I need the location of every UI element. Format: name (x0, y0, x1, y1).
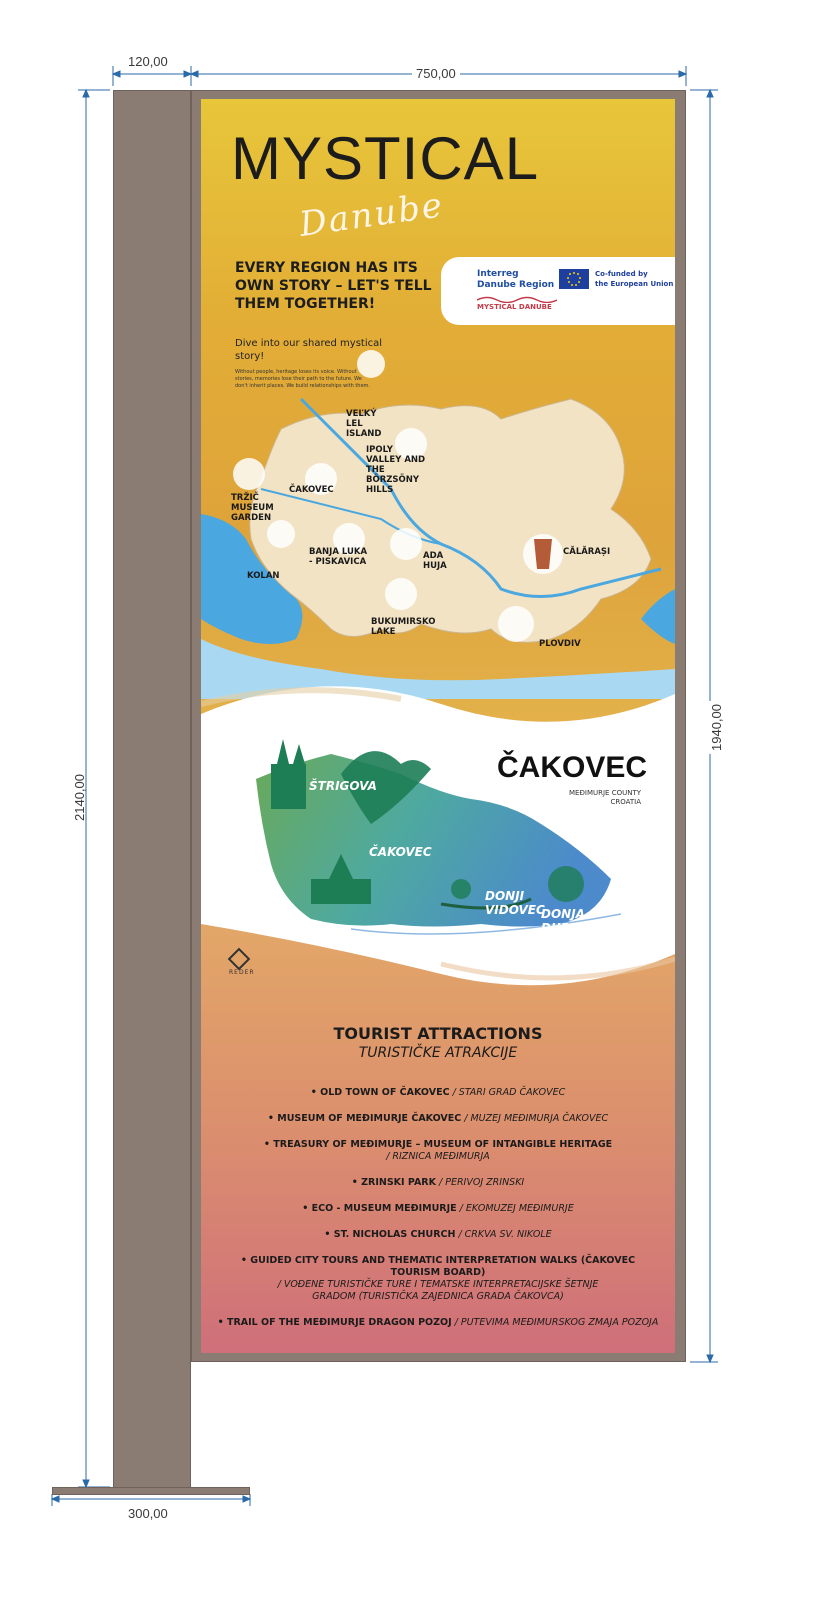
wave-icon (477, 295, 557, 303)
dim-panel-width: 750,00 (412, 66, 460, 81)
panel-dive-text: Dive into our shared mystical story! (235, 338, 383, 362)
list-item: • TREASURY OF MEĐIMURJE – MUSEUM OF INTANGIBLE HERITAGE / RIZNICA MEĐIMURJA (263, 1139, 613, 1162)
reder-label: REDER (229, 969, 255, 976)
map-illustration-amphitheatre (498, 606, 534, 642)
list-item: • OLD TOWN OF ČAKOVEC / STARI GRAD ČAKOVEC (310, 1087, 566, 1098)
map-label-ada: ADA HUJA (423, 551, 447, 571)
panel-title-script: Danube (296, 185, 447, 245)
town-donji-vidovec: DONJI VIDOVEC (485, 889, 545, 917)
panel-small-copy: Without people, heritage loses its voice. Without stories, memories lose their path to the future. We don't inherit places. We build relationships with them. (235, 369, 371, 389)
attractions-title: TOURIST ATTRACTIONS (333, 1024, 543, 1043)
eu-flag-icon (559, 269, 589, 289)
region-name: ČAKOVEC (497, 751, 648, 784)
interreg-logo: Interreg Danube Region (477, 269, 555, 290)
dim-base-width: 300,00 (128, 1506, 168, 1521)
map-label-bukumirsko: BUKUMIRSKO LAKE (371, 617, 436, 637)
list-item: • GUIDED CITY TOURS AND THEMATIC INTERPRETATION WALKS (ČAKOVEC TOURISM BOARD) / VOĐENE TURISTIČKE TURE I TEMATSKE INTERPRETACIJSKE ŠETNJE GRADOM (TURISTIČKA ZAJEDNICA GRADA ČAKOVCA) (240, 1255, 636, 1302)
map-illustration-tree (357, 350, 385, 378)
map-label-plovdiv: PLOVDIV (539, 639, 581, 649)
project-logo: MYSTICAL DANUBE (477, 303, 552, 311)
attractions-subtitle: TURISTIČKE ATRAKCIJE (358, 1045, 518, 1061)
sign-base (52, 1487, 250, 1495)
map-label-cakovec: ČAKOVEC (289, 485, 334, 495)
eu-text: Co-funded by the European Union (595, 270, 674, 288)
attractions-list (201, 1087, 675, 1343)
town-cakovec: ČAKOVEC (369, 845, 432, 859)
list-item: • ST. NICHOLAS CHURCH / CRKVA SV. NIKOLE (324, 1229, 552, 1240)
logo-box (441, 257, 675, 325)
sign-post (113, 90, 191, 1488)
map-illustration-dragon-left (233, 458, 265, 490)
dim-panel-height: 1940,00 (709, 701, 724, 754)
town-donja-dubrava: DONJA DUBRAVA (541, 907, 606, 935)
map-label-kolan: KOLAN (247, 571, 280, 581)
region-county: MEĐIMURJE COUNTY CROATIA (569, 789, 641, 806)
panel-title: MYSTICAL (231, 125, 540, 192)
panel-tagline: EVERY REGION HAS ITS OWN STORY – LET'S TELL THEM TOGETHER! (235, 260, 432, 312)
map-label-ipoly: IPOLY VALLEY AND THE BÖRZSÖNY HILLS (366, 445, 426, 495)
map-illustration-well (267, 520, 295, 548)
region-wave (201, 674, 675, 1004)
sign-panel (201, 99, 675, 1353)
map-label-velky: VEĽKÝ LEL ISLAND (346, 409, 382, 439)
list-item: • MUSEUM OF MEĐIMURJE ČAKOVEC / MUZEJ MEĐIMURJA ČAKOVEC (267, 1113, 609, 1124)
map-illustration-turtle (390, 528, 422, 560)
town-strigova: ŠTRIGOVA (309, 779, 377, 793)
dim-total-height: 2140,00 (72, 774, 87, 821)
list-item: • ECO - MUSEUM MEĐIMURJE / EKOMUZEJ MEĐIMURJE (302, 1203, 574, 1214)
list-item: • ZRINSKI PARK / PERIVOJ ZRINSKI (351, 1177, 525, 1188)
map-label-banja: BANJA LUKA - PISKAVICA (309, 547, 368, 567)
map-label-calarasi: CĂLĂRAȘI (563, 547, 611, 557)
map-label-trzic: TRŽIČ MUSEUM GARDEN (231, 493, 274, 523)
map-illustration-lake (385, 578, 417, 610)
dim-post-width: 120,00 (128, 54, 168, 69)
list-item: • TRAIL OF THE MEĐIMURJE DRAGON POZOJ / PUTEVIMA MEĐIMURSKOG ZMAJA POZOJA (217, 1317, 659, 1328)
